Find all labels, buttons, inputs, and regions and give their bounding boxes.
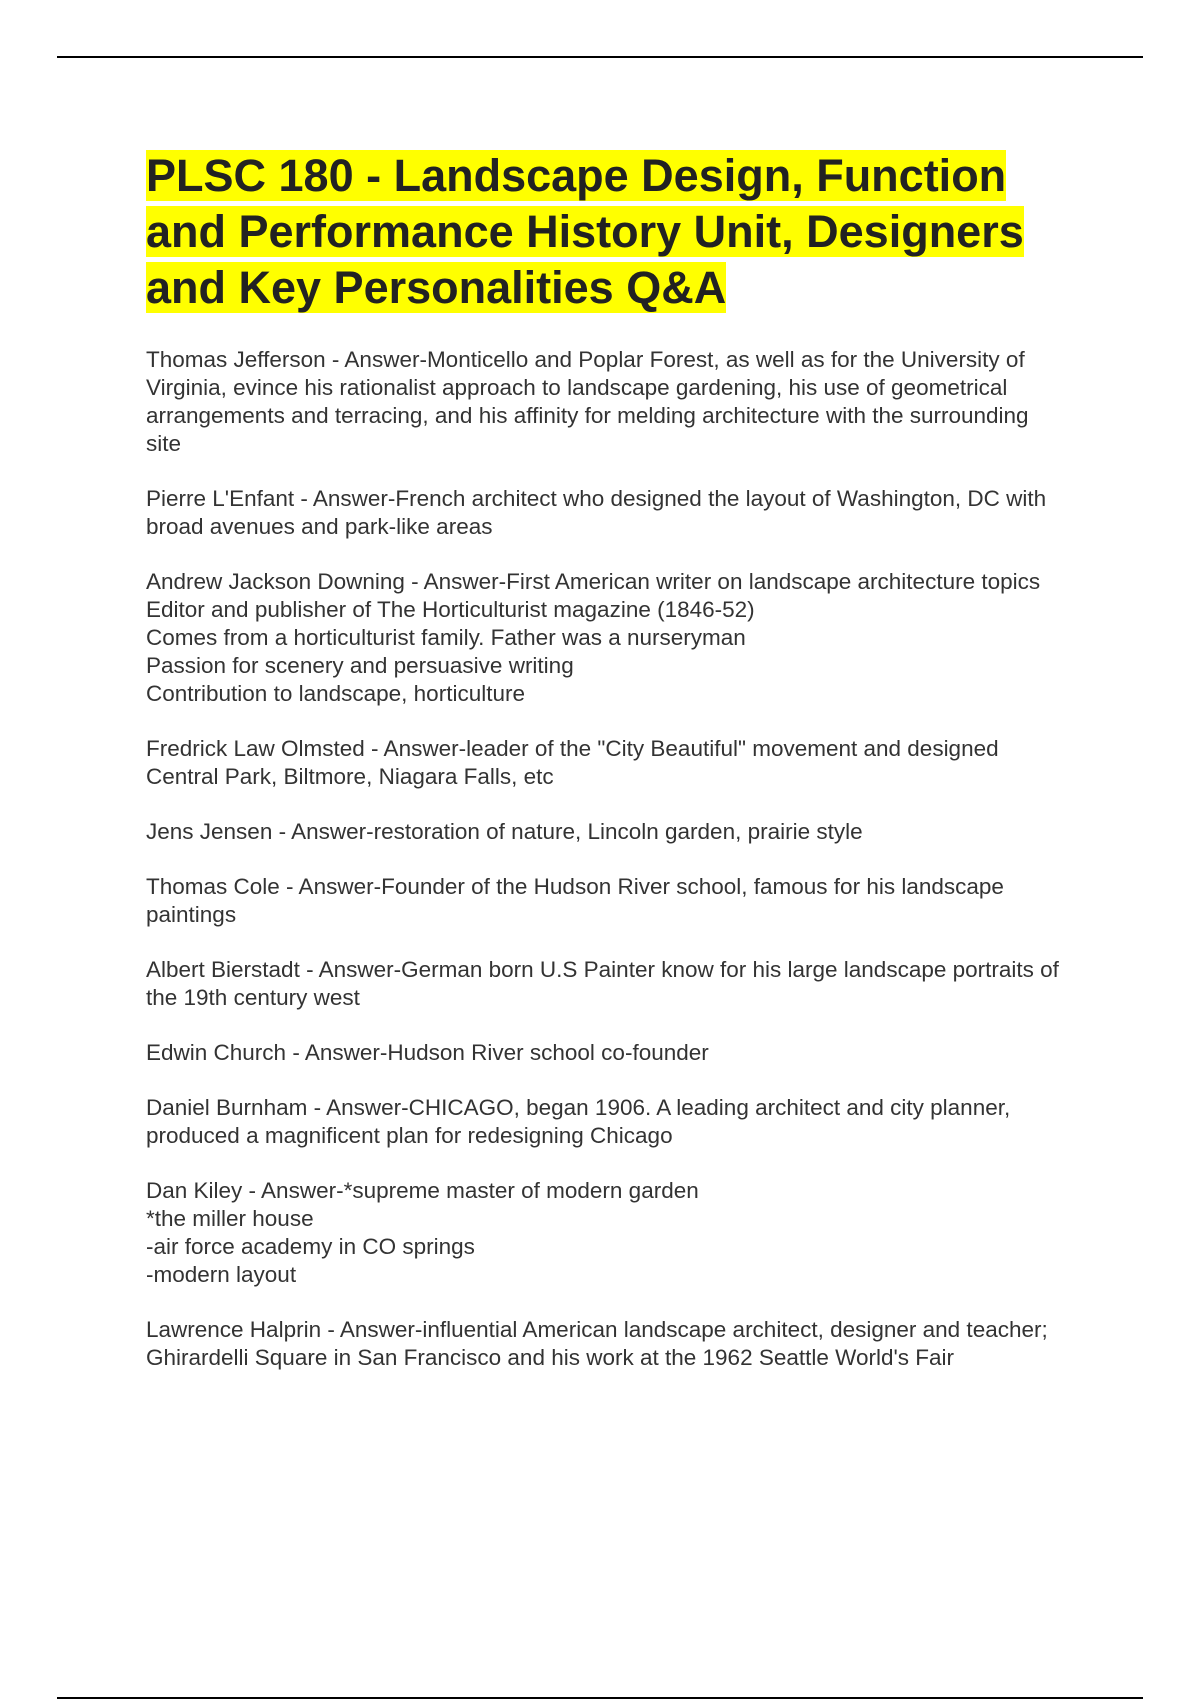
entry-line: Albert Bierstadt - Answer-German born U.S Painter know for his large landscape portraits of the 19th century west: [146, 957, 1059, 1010]
qa-entry-albert-bierstadt: [146, 956, 1066, 1012]
entry-line: Edwin Church - Answer-Hudson River school co-founder: [146, 1040, 709, 1065]
entry-line: Thomas Cole - Answer-Founder of the Hudson River school, famous for his landscape paintings: [146, 874, 1004, 927]
entry-line: Comes from a horticulturist family. Father was a nurseryman: [146, 625, 746, 650]
entry-line: Contribution to landscape, horticulture: [146, 681, 525, 706]
entry-line: Thomas Jefferson - Answer-Monticello and Poplar Forest, as well as for the University of Virginia, evince his rationalist approach to landscape gardening, his use of geometrical arrangements and terracing, and his affinity for melding architecture with the surrounding site: [146, 347, 1029, 456]
entry-line: -modern layout: [146, 1262, 297, 1287]
qa-entry-thomas-cole: [146, 873, 1066, 929]
qa-entry-edwin-church: [146, 1039, 1066, 1067]
bottom-rule: [57, 1697, 1143, 1699]
qa-entry-pierre-lenfant: [146, 485, 1066, 541]
qa-entry-thomas-jefferson: [146, 346, 1066, 458]
entry-line: Jens Jensen - Answer-restoration of nature, Lincoln garden, prairie style: [146, 819, 863, 844]
entry-line: Daniel Burnham - Answer-CHICAGO, began 1906. A leading architect and city planner, produced a magnificent plan for redesigning Chicago: [146, 1095, 1011, 1148]
qa-entry-andrew-jackson-downing: [146, 568, 1066, 708]
entry-line: Lawrence Halprin - Answer-influential American landscape architect, designer and teacher; Ghirardelli Square in San Francisco and his work at the 1962 Seattle World's Fair: [146, 1317, 1048, 1370]
entry-line: Passion for scenery and persuasive writing: [146, 653, 574, 678]
document-title: [146, 148, 1066, 316]
entry-line: Dan Kiley - Answer-*supreme master of modern garden: [146, 1178, 699, 1203]
highlighted-title-text: PLSC 180 - Landscape Design, Function and Performance History Unit, Designers and Key Personalities Q&A: [146, 150, 1024, 313]
document-body: [146, 148, 1066, 1399]
top-rule: [57, 56, 1143, 58]
qa-entry-daniel-burnham: [146, 1094, 1066, 1150]
qa-entry-fredrick-law-olmsted: [146, 735, 1066, 791]
qa-entry-lawrence-halprin: [146, 1316, 1066, 1372]
entry-line: Fredrick Law Olmsted - Answer-leader of the "City Beautiful" movement and designed Central Park, Biltmore, Niagara Falls, etc: [146, 736, 999, 789]
qa-entry-jens-jensen: [146, 818, 1066, 846]
entry-line: Editor and publisher of The Horticulturist magazine (1846-52): [146, 597, 755, 622]
qa-entry-dan-kiley: [146, 1177, 1066, 1289]
entry-line: *the miller house: [146, 1206, 314, 1231]
qa-list: [146, 346, 1066, 1372]
entry-line: -air force academy in CO springs: [146, 1234, 475, 1259]
entry-line: Andrew Jackson Downing - Answer-First American writer on landscape architecture topics: [146, 569, 1041, 594]
entry-line: Pierre L'Enfant - Answer-French architect who designed the layout of Washington, DC with broad avenues and park-like areas: [146, 486, 1047, 539]
